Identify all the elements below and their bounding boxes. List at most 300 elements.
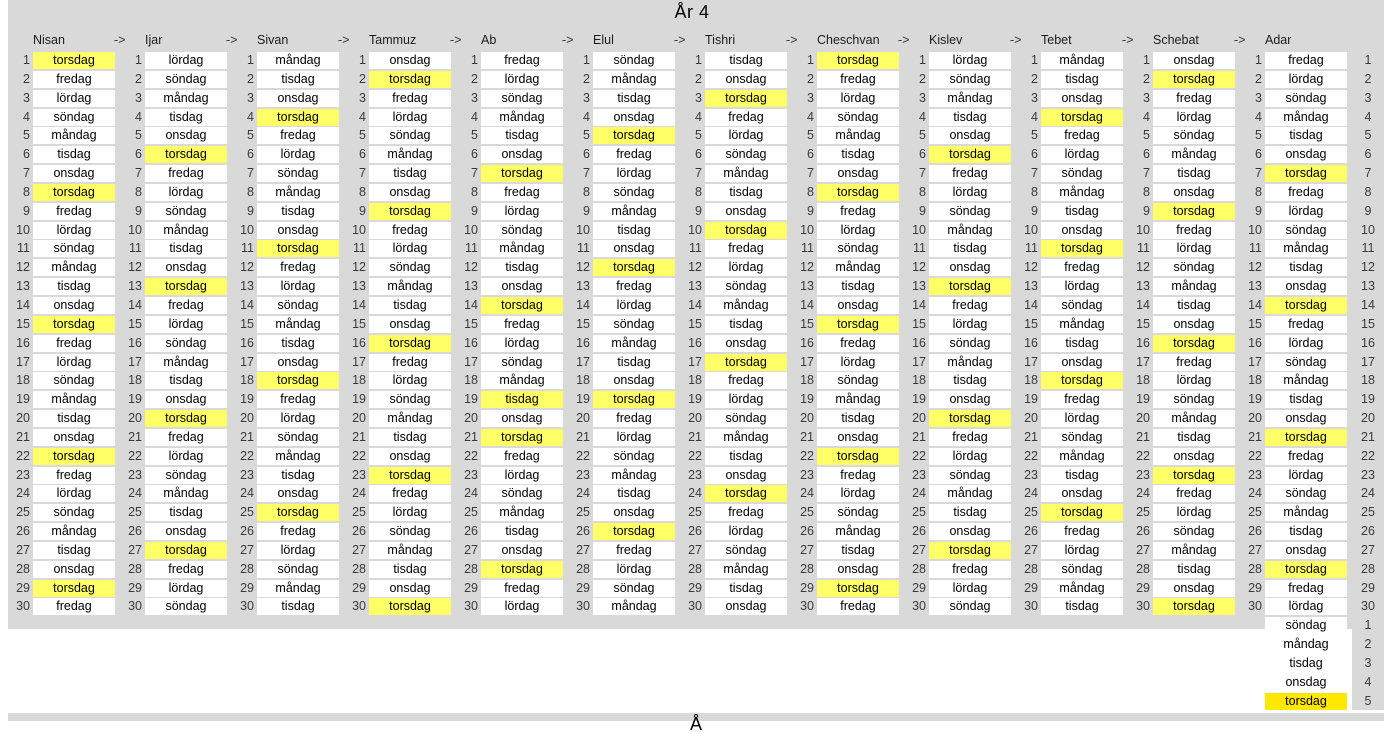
right-day-number: 2 bbox=[1364, 637, 1372, 652]
calendar-row bbox=[8, 165, 120, 184]
weekday-cell: söndag bbox=[257, 165, 339, 182]
month-name: Ab bbox=[481, 33, 497, 47]
weekday-cell: söndag bbox=[369, 391, 451, 408]
right-day-number: 5 bbox=[1364, 693, 1372, 708]
month-block bbox=[450, 33, 568, 712]
calendar-row bbox=[232, 90, 344, 109]
month-block bbox=[786, 33, 904, 712]
weekday-cell: tisdag bbox=[705, 184, 787, 201]
day-number: 25 bbox=[688, 505, 702, 520]
weekday-cell: fredag bbox=[1265, 448, 1347, 465]
calendar-row bbox=[232, 504, 344, 523]
weekday-cell: onsdag bbox=[593, 504, 675, 521]
weekday-cell: onsdag bbox=[1041, 90, 1123, 107]
weekday-cell: lördag bbox=[33, 354, 115, 371]
month-name: Sivan bbox=[257, 33, 289, 47]
weekday-cell: fredag bbox=[1265, 316, 1347, 333]
calendar-row bbox=[1240, 52, 1352, 71]
right-day-number: 9 bbox=[1364, 203, 1372, 218]
day-number: 9 bbox=[1031, 203, 1038, 218]
weekday-cell: måndag bbox=[481, 240, 563, 257]
day-number: 20 bbox=[16, 411, 30, 426]
day-number: 2 bbox=[919, 71, 926, 86]
weekday-cell: tisdag bbox=[369, 297, 451, 314]
day-number: 3 bbox=[471, 90, 478, 105]
weekday-cell: torsdag bbox=[369, 598, 451, 615]
calendar-row bbox=[120, 222, 232, 241]
weekday-cell: torsdag bbox=[1041, 504, 1123, 521]
calendar-row bbox=[456, 542, 568, 561]
calendar-row bbox=[568, 504, 680, 523]
day-number: 17 bbox=[576, 354, 590, 369]
weekday-cell: söndag bbox=[1153, 391, 1235, 408]
weekday-cell: onsdag bbox=[481, 278, 563, 295]
weekday-cell: torsdag bbox=[145, 542, 227, 559]
day-number: 26 bbox=[16, 524, 30, 539]
weekday-cell: torsdag bbox=[705, 222, 787, 239]
day-number: 7 bbox=[1031, 166, 1038, 181]
day-number: 21 bbox=[576, 429, 590, 444]
calendar-row bbox=[8, 580, 120, 599]
weekday-cell: tisdag bbox=[705, 580, 787, 597]
calendar-row bbox=[1128, 391, 1240, 410]
weekday-cell: lördag bbox=[929, 580, 1011, 597]
calendar-row bbox=[232, 52, 344, 71]
weekday-cell: fredag bbox=[705, 372, 787, 389]
day-number: 10 bbox=[128, 222, 142, 237]
day-number: 23 bbox=[1024, 467, 1038, 482]
calendar-row bbox=[568, 485, 680, 504]
calendar-row bbox=[904, 240, 1016, 259]
calendar-row bbox=[232, 561, 344, 580]
day-number: 26 bbox=[1248, 524, 1262, 539]
weekday-cell: söndag bbox=[481, 485, 563, 502]
calendar-row bbox=[568, 240, 680, 259]
weekday-cell: onsdag bbox=[481, 146, 563, 163]
month-name: Kislev bbox=[929, 33, 963, 47]
weekday-cell: fredag bbox=[257, 259, 339, 276]
weekday-cell: lördag bbox=[257, 146, 339, 163]
weekday-cell: lördag bbox=[1041, 278, 1123, 295]
calendar-row bbox=[792, 504, 904, 523]
weekday-cell: måndag bbox=[705, 297, 787, 314]
weekday-cell: onsdag bbox=[929, 127, 1011, 144]
calendar-row bbox=[1128, 335, 1240, 354]
day-number: 29 bbox=[352, 580, 366, 595]
calendar-row bbox=[792, 372, 904, 391]
calendar-row bbox=[568, 542, 680, 561]
day-number: 11 bbox=[689, 241, 702, 256]
day-number: 1 bbox=[135, 53, 142, 67]
calendar-row bbox=[680, 354, 792, 373]
calendar-row bbox=[8, 410, 120, 429]
day-number: 6 bbox=[23, 147, 30, 162]
weekday-cell: onsdag bbox=[1265, 146, 1347, 163]
day-number: 20 bbox=[800, 411, 814, 426]
calendar-row bbox=[792, 391, 904, 410]
calendar-row bbox=[792, 523, 904, 542]
weekday-cell: lördag bbox=[705, 259, 787, 276]
calendar-row bbox=[1016, 316, 1128, 335]
calendar-row bbox=[344, 410, 456, 429]
calendar-row bbox=[456, 90, 568, 109]
arrow-separator: -> bbox=[786, 33, 798, 47]
day-number: 12 bbox=[576, 260, 590, 275]
weekday-cell: söndag bbox=[33, 504, 115, 521]
calendar-row bbox=[120, 485, 232, 504]
weekday-cell: torsdag bbox=[593, 523, 675, 540]
day-number: 25 bbox=[912, 505, 926, 520]
weekday-cell: måndag bbox=[817, 523, 899, 540]
day-number: 24 bbox=[352, 486, 366, 501]
day-number: 3 bbox=[695, 90, 702, 105]
calendar-row bbox=[120, 504, 232, 523]
weekday-cell: tisdag bbox=[1041, 335, 1123, 352]
calendar-row bbox=[456, 335, 568, 354]
day-number: 21 bbox=[240, 429, 254, 444]
weekday-cell: måndag bbox=[257, 316, 339, 333]
calendar-row bbox=[120, 580, 232, 599]
arrow-separator: -> bbox=[114, 33, 126, 47]
weekday-cell: lördag bbox=[1153, 109, 1235, 126]
calendar-row bbox=[1128, 372, 1240, 391]
day-number: 21 bbox=[1024, 429, 1038, 444]
day-number: 3 bbox=[359, 90, 366, 105]
calendar-row bbox=[792, 240, 904, 259]
weekday-cell: fredag bbox=[1265, 52, 1347, 69]
day-number: 30 bbox=[240, 599, 254, 614]
calendar-row bbox=[568, 184, 680, 203]
day-number: 16 bbox=[576, 335, 590, 350]
calendar-row bbox=[1016, 109, 1128, 128]
weekday-cell: fredag bbox=[929, 561, 1011, 578]
day-number: 5 bbox=[1255, 128, 1262, 143]
weekday-cell: onsdag bbox=[33, 297, 115, 314]
day-number: 8 bbox=[807, 184, 814, 199]
weekday-cell: fredag bbox=[257, 523, 339, 540]
arrow-separator: -> bbox=[1122, 33, 1134, 47]
weekday-cell: onsdag bbox=[145, 391, 227, 408]
weekday-cell: söndag bbox=[1265, 617, 1347, 634]
calendar-row bbox=[680, 184, 792, 203]
weekday-cell: lördag bbox=[145, 184, 227, 201]
day-number: 15 bbox=[800, 316, 814, 331]
day-number: 24 bbox=[1136, 486, 1150, 501]
calendar-row bbox=[8, 542, 120, 561]
calendar-row bbox=[456, 71, 568, 90]
day-number: 16 bbox=[464, 335, 478, 350]
weekday-cell: måndag bbox=[257, 448, 339, 465]
weekday-cell: torsdag bbox=[593, 391, 675, 408]
day-number: 10 bbox=[800, 222, 814, 237]
calendar-row bbox=[456, 448, 568, 467]
calendar-overflow-row bbox=[1240, 636, 1352, 655]
weekday-cell: lördag bbox=[257, 278, 339, 295]
calendar-row bbox=[1016, 278, 1128, 297]
day-number: 20 bbox=[240, 411, 254, 426]
weekday-cell: onsdag bbox=[1153, 184, 1235, 201]
right-day-number: 12 bbox=[1361, 260, 1375, 275]
calendar-row bbox=[1016, 52, 1128, 71]
weekday-cell: lördag bbox=[817, 485, 899, 502]
day-number: 9 bbox=[359, 203, 366, 218]
right-number-column bbox=[1352, 33, 1384, 710]
day-number: 26 bbox=[1024, 524, 1038, 539]
day-number: 21 bbox=[688, 429, 702, 444]
calendar-row bbox=[568, 278, 680, 297]
weekday-cell: fredag bbox=[817, 467, 899, 484]
right-day-number: 4 bbox=[1364, 109, 1372, 124]
calendar-row bbox=[1240, 580, 1352, 599]
calendar-row bbox=[792, 297, 904, 316]
day-number: 26 bbox=[800, 524, 814, 539]
day-number: 14 bbox=[464, 297, 478, 312]
calendar-row bbox=[344, 52, 456, 71]
right-day-number: 28 bbox=[1361, 561, 1375, 576]
month-name: Elul bbox=[593, 33, 614, 47]
calendar-row bbox=[792, 561, 904, 580]
day-number: 9 bbox=[247, 203, 254, 218]
weekday-cell: måndag bbox=[1153, 410, 1235, 427]
calendar-row bbox=[456, 598, 568, 617]
day-number: 19 bbox=[1024, 392, 1038, 407]
weekday-cell: söndag bbox=[593, 52, 675, 69]
right-day-number: 16 bbox=[1361, 335, 1375, 350]
weekday-cell: söndag bbox=[33, 109, 115, 126]
weekday-cell: söndag bbox=[1153, 127, 1235, 144]
calendar-row bbox=[1240, 391, 1352, 410]
day-number: 22 bbox=[800, 448, 814, 463]
day-number: 22 bbox=[912, 448, 926, 463]
weekday-cell: söndag bbox=[145, 467, 227, 484]
weekday-cell: torsdag bbox=[929, 278, 1011, 295]
right-day-number: 30 bbox=[1361, 599, 1375, 614]
day-number: 28 bbox=[1024, 561, 1038, 576]
day-number: 26 bbox=[576, 524, 590, 539]
calendar-row bbox=[792, 127, 904, 146]
weekday-cell: lördag bbox=[1153, 372, 1235, 389]
weekday-cell: tisdag bbox=[929, 504, 1011, 521]
weekday-cell: onsdag bbox=[705, 467, 787, 484]
day-number: 22 bbox=[1248, 448, 1262, 463]
calendar-row bbox=[1016, 598, 1128, 617]
day-number: 4 bbox=[1031, 109, 1038, 124]
calendar-row bbox=[120, 410, 232, 429]
right-day-number: 22 bbox=[1361, 448, 1375, 463]
day-number: 27 bbox=[464, 542, 478, 557]
day-number: 19 bbox=[464, 392, 478, 407]
day-number: 6 bbox=[135, 147, 142, 162]
calendar-row bbox=[1016, 561, 1128, 580]
calendar-row bbox=[120, 109, 232, 128]
day-number: 11 bbox=[1137, 241, 1150, 256]
calendar-row bbox=[568, 52, 680, 71]
calendar-row bbox=[232, 580, 344, 599]
day-number: 28 bbox=[240, 561, 254, 576]
calendar-row bbox=[232, 240, 344, 259]
calendar-row bbox=[120, 127, 232, 146]
calendar-row bbox=[680, 316, 792, 335]
calendar-row bbox=[344, 429, 456, 448]
calendar-row bbox=[904, 90, 1016, 109]
day-number: 5 bbox=[471, 128, 478, 143]
weekday-cell: fredag bbox=[593, 542, 675, 559]
day-number: 29 bbox=[464, 580, 478, 595]
right-day-number: 10 bbox=[1361, 222, 1375, 237]
right-day-number: 25 bbox=[1361, 505, 1375, 520]
day-number: 15 bbox=[912, 316, 926, 331]
month-header bbox=[786, 33, 904, 52]
calendar-row bbox=[456, 485, 568, 504]
day-number: 5 bbox=[23, 128, 30, 143]
weekday-cell: tisdag bbox=[33, 542, 115, 559]
weekday-cell: måndag bbox=[1153, 542, 1235, 559]
calendar-row bbox=[680, 146, 792, 165]
calendar-row bbox=[904, 467, 1016, 486]
weekday-cell: måndag bbox=[1265, 109, 1347, 126]
weekday-cell: torsdag bbox=[33, 52, 115, 69]
weekday-cell: tisdag bbox=[145, 372, 227, 389]
calendar-row bbox=[8, 561, 120, 580]
day-number: 5 bbox=[359, 128, 366, 143]
day-number: 16 bbox=[352, 335, 366, 350]
weekday-cell: onsdag bbox=[705, 203, 787, 220]
calendar-row bbox=[8, 240, 120, 259]
weekday-cell: torsdag bbox=[33, 316, 115, 333]
weekday-cell: tisdag bbox=[1153, 297, 1235, 314]
weekday-cell: tisdag bbox=[33, 410, 115, 427]
calendar-row bbox=[344, 127, 456, 146]
day-number: 23 bbox=[128, 467, 142, 482]
weekday-cell: onsdag bbox=[257, 354, 339, 371]
right-day-number: 13 bbox=[1361, 279, 1375, 294]
weekday-cell: onsdag bbox=[1265, 674, 1347, 691]
day-number: 7 bbox=[247, 166, 254, 181]
month-name: Adar bbox=[1265, 33, 1292, 47]
day-number: 19 bbox=[912, 392, 926, 407]
weekday-cell: fredag bbox=[33, 467, 115, 484]
weekday-cell: söndag bbox=[145, 598, 227, 615]
weekday-cell: onsdag bbox=[593, 109, 675, 126]
weekday-cell: söndag bbox=[705, 278, 787, 295]
month-name: Tebet bbox=[1041, 33, 1072, 47]
day-number: 12 bbox=[1024, 260, 1038, 275]
day-number: 23 bbox=[576, 467, 590, 482]
calendar-row bbox=[680, 71, 792, 90]
day-number: 13 bbox=[464, 279, 478, 294]
weekday-cell: onsdag bbox=[1153, 52, 1235, 69]
weekday-cell: söndag bbox=[1041, 561, 1123, 578]
weekday-cell: tisdag bbox=[257, 335, 339, 352]
calendar-row bbox=[232, 354, 344, 373]
calendar-row bbox=[456, 429, 568, 448]
weekday-cell: fredag bbox=[929, 165, 1011, 182]
day-number: 24 bbox=[1248, 486, 1262, 501]
calendar-row bbox=[568, 448, 680, 467]
weekday-cell: lördag bbox=[929, 184, 1011, 201]
calendar-row bbox=[1240, 429, 1352, 448]
day-number: 11 bbox=[913, 241, 926, 256]
day-number: 28 bbox=[128, 561, 142, 576]
day-number: 25 bbox=[16, 505, 30, 520]
weekday-cell: fredag bbox=[145, 297, 227, 314]
weekday-cell: fredag bbox=[481, 448, 563, 465]
day-number: 14 bbox=[1248, 297, 1262, 312]
day-number: 30 bbox=[1248, 599, 1262, 614]
weekday-cell: onsdag bbox=[369, 448, 451, 465]
calendar-row bbox=[120, 184, 232, 203]
calendar-row bbox=[568, 90, 680, 109]
day-number: 25 bbox=[800, 505, 814, 520]
day-number: 17 bbox=[1248, 354, 1262, 369]
day-number: 23 bbox=[464, 467, 478, 482]
day-number: 2 bbox=[807, 71, 814, 86]
day-number: 29 bbox=[128, 580, 142, 595]
right-day-number: 1 bbox=[1364, 53, 1372, 67]
day-number: 13 bbox=[16, 279, 30, 294]
calendar-row bbox=[344, 222, 456, 241]
calendar-row bbox=[1128, 278, 1240, 297]
day-number: 28 bbox=[352, 561, 366, 576]
month-block bbox=[898, 33, 1016, 712]
weekday-cell: onsdag bbox=[817, 561, 899, 578]
weekday-cell: fredag bbox=[1153, 485, 1235, 502]
calendar-row bbox=[680, 467, 792, 486]
weekday-cell: torsdag bbox=[1265, 561, 1347, 578]
day-number: 21 bbox=[352, 429, 366, 444]
weekday-cell: torsdag bbox=[929, 146, 1011, 163]
day-number: 10 bbox=[464, 222, 478, 237]
day-number: 5 bbox=[247, 128, 254, 143]
calendar-row bbox=[1240, 240, 1352, 259]
calendar-row bbox=[904, 316, 1016, 335]
weekday-cell: torsdag bbox=[33, 184, 115, 201]
day-number: 26 bbox=[1136, 524, 1150, 539]
calendar-row bbox=[1128, 504, 1240, 523]
month-name: Tammuz bbox=[369, 33, 417, 47]
calendar-row bbox=[8, 354, 120, 373]
day-number: 23 bbox=[1248, 467, 1262, 482]
calendar-row bbox=[680, 391, 792, 410]
day-number: 23 bbox=[688, 467, 702, 482]
day-number: 16 bbox=[800, 335, 814, 350]
calendar-row bbox=[1240, 222, 1352, 241]
day-number: 18 bbox=[1024, 373, 1038, 388]
weekday-cell: torsdag bbox=[257, 372, 339, 389]
weekday-cell: onsdag bbox=[929, 523, 1011, 540]
weekday-cell: måndag bbox=[1265, 240, 1347, 257]
day-number: 28 bbox=[1248, 561, 1262, 576]
calendar-row bbox=[904, 580, 1016, 599]
weekday-cell: söndag bbox=[705, 410, 787, 427]
day-number: 23 bbox=[16, 467, 30, 482]
day-number: 4 bbox=[359, 109, 366, 124]
day-number: 3 bbox=[247, 90, 254, 105]
calendar-row bbox=[344, 297, 456, 316]
calendar-row bbox=[792, 316, 904, 335]
day-number: 1 bbox=[1255, 53, 1262, 67]
day-number: 1 bbox=[247, 53, 254, 67]
right-day-number: 26 bbox=[1361, 524, 1375, 539]
calendar-row bbox=[232, 71, 344, 90]
calendar-row bbox=[8, 316, 120, 335]
weekday-cell: söndag bbox=[1265, 485, 1347, 502]
calendar-row bbox=[680, 203, 792, 222]
weekday-cell: onsdag bbox=[929, 259, 1011, 276]
weekday-cell: tisdag bbox=[145, 240, 227, 257]
weekday-cell: tisdag bbox=[1265, 655, 1347, 672]
day-number: 29 bbox=[16, 580, 30, 595]
